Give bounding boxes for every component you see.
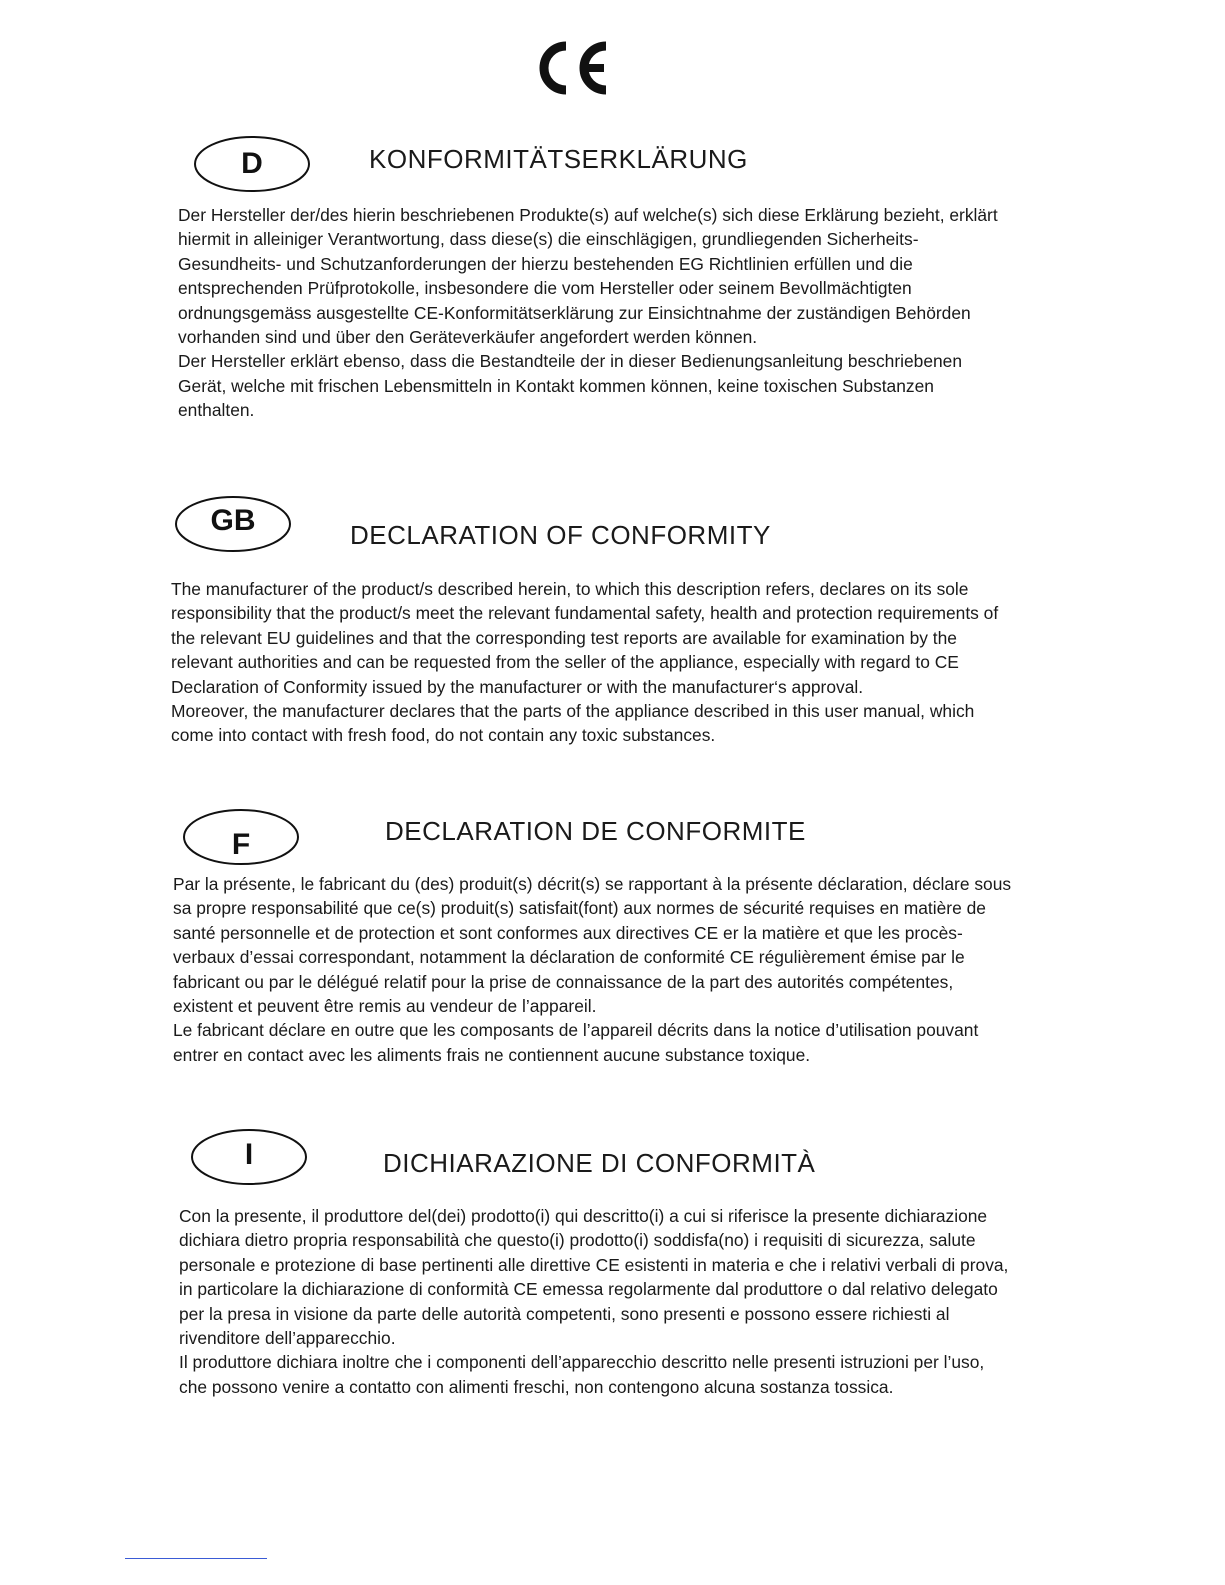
section-heading: DECLARATION DE CONFORMITE [385, 816, 806, 846]
ce-mark-logo [536, 40, 612, 96]
language-code: GB [210, 504, 256, 537]
language-badge-it [190, 1128, 308, 1186]
section-body [173, 872, 1013, 1067]
language-badge-gb [174, 495, 292, 553]
language-badge-fr [182, 808, 300, 866]
paragraph: Le fabricant déclare en outre que les composants de l’appareil décrits dans la notice d’utilisation pouvant entrer en contact avec les aliments frais ne contiennent aucune substance toxique. [173, 1020, 979, 1065]
paragraph: Con la presente, il produttore del(dei) prodotto(i) qui descritto(i) a cui si riferisce la presente dichiarazione dichiara dietro propria responsabilità che questo(i) prodotto(i) soddisfa(no) i requisiti di sicurezza, salute personale e protezione di base pertinenti alle direttive CE esistenti in materia e che i relativi verbali di prova, in particolare la dichiarazione di conformità CE emessa regolarmente dal produttore o dal relativo delegato per la presa in visione da parte delle autorità competenti, sono presenti e possono essere richiesti al rivenditore dell’apparecchio. [179, 1206, 1009, 1349]
section-body [178, 203, 1008, 423]
section-heading: DICHIARAZIONE DI CONFORMITÀ [383, 1148, 816, 1178]
section-heading: KONFORMITÄTSERKLÄRUNG [369, 144, 748, 174]
section-heading: DECLARATION OF CONFORMITY [350, 520, 771, 550]
language-badge-de [193, 135, 311, 193]
language-code: F [231, 828, 251, 861]
language-code: I [244, 1138, 254, 1171]
paragraph: The manufacturer of the product/s described herein, to which this description refers, declares on its sole responsibility that the product/s meet the relevant fundamental safety, health and protection requirements of the relevant EU guidelines and that the corresponding test reports are available for examination by the relevant authorities and can be requested from the seller of the appliance, especially with regard to CE Declaration of Conformity issued by the manufacturer or with the manufacturer‘s approval. [171, 579, 999, 697]
paragraph: Il produttore dichiara inoltre che i componenti dell’apparecchio descritto nelle presenti istruzioni per l’uso, che possono venire a contatto con alimenti freschi, non contengono alcuna sostanza tossica. [179, 1352, 985, 1397]
language-code: D [241, 147, 263, 180]
paragraph: Moreover, the manufacturer declares that the parts of the appliance described in this user manual, which come into contact with fresh food, do not contain any toxic substances. [171, 701, 975, 746]
paragraph: Par la présente, le fabricant du (des) produit(s) décrit(s) se rapportant à la présente déclaration, déclare sous sa propre responsabilité que ce(s) produit(s) satisfait(font) aux normes de sécurité requises en matière de santé personnelle et de protection et sont conformes aux directives CE er la matière et que les procès-verbaux d’essai correspondant, notamment la déclaration de conformité CE régulièrement émise par le fabricant ou par le délégué relatif pour la prise de connaissance de la part des autorités compétentes, existent et peuvent être remis au vendeur de l’appareil. [173, 874, 1012, 1017]
section-body [179, 1204, 1009, 1399]
paragraph: Der Hersteller der/des hierin beschriebenen Produkte(s) auf welche(s) sich diese Erklärung bezieht, erklärt hiermit in alleiniger Verantwortung, dass diese(s) die einschlägigen, grundliegenden Sicherheits- Gesundheits- und Schutzanforderungen der hierzu bestehenden EG Richtlinien erfüllen und die entsprechenden Prüfprotokolle, insbesondere die vom Hersteller oder seinem Bevollmächtigten ordnungsgemäss ausgestellte CE-Konformitätserklärung zur Einsichtnahme der zuständigen Behörden vorhanden sind und über den Geräteverkäufer angefordert werden können. [178, 205, 998, 348]
section-body [171, 577, 1021, 748]
paragraph: Der Hersteller erklärt ebenso, dass die Bestandteile der in dieser Bedienungsanleitung beschriebenen Gerät, welche mit frischen Lebensmitteln in Kontakt kommen können, keine toxischen Substanzen enthalten. [178, 351, 963, 421]
footer-rule [125, 1558, 267, 1559]
